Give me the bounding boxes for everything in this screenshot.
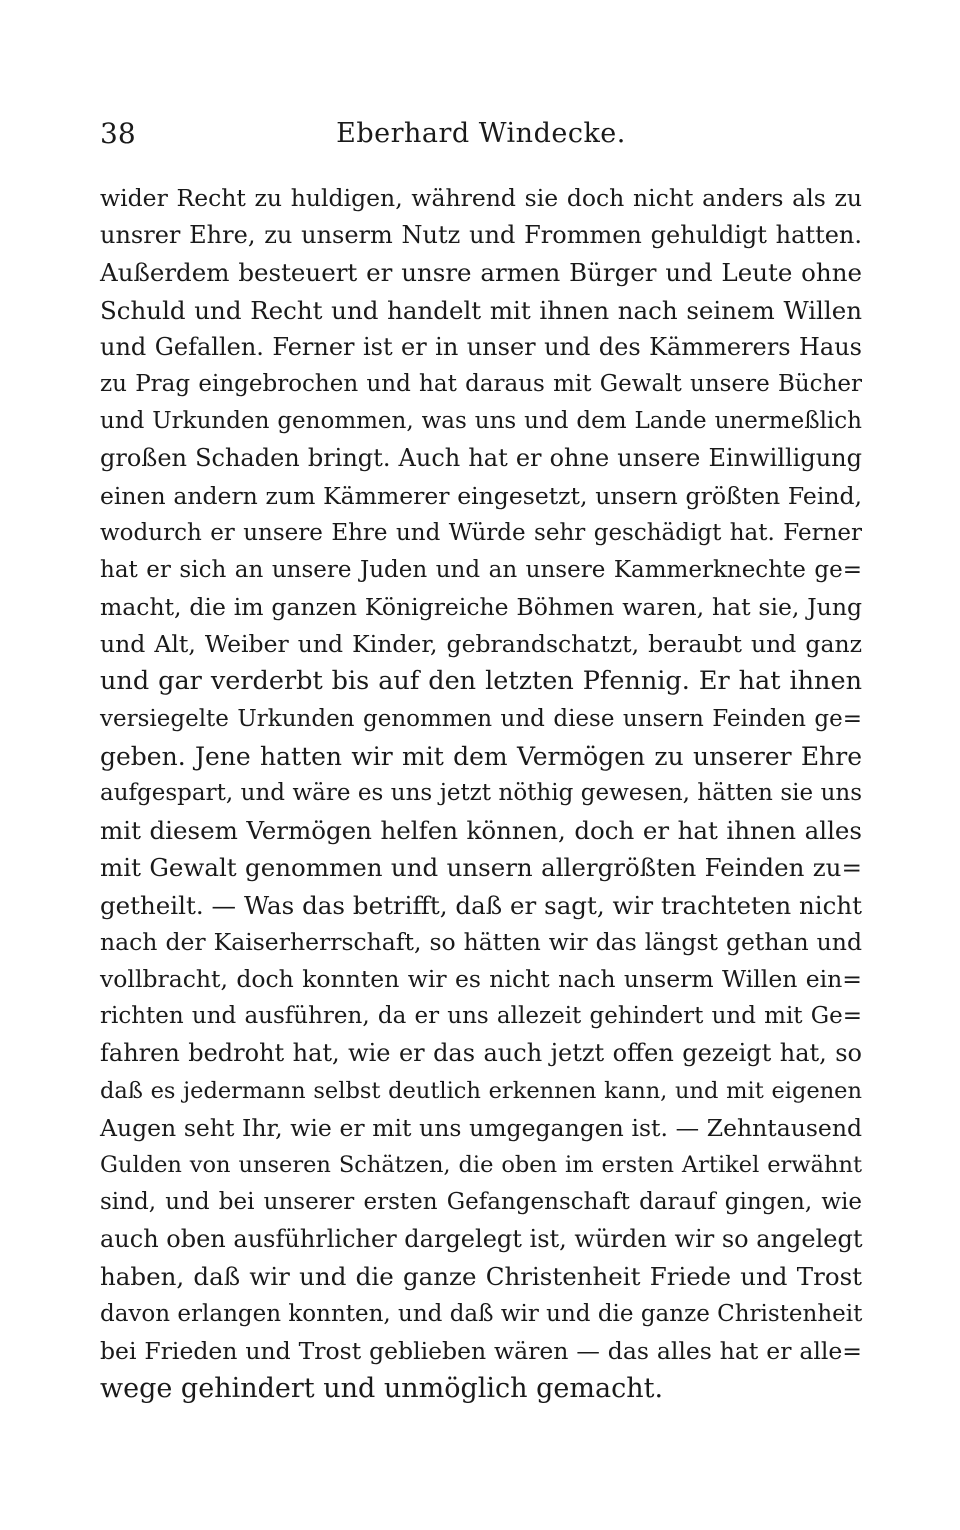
text-line: wodurch er unsere Ehre und Würde sehr geschädigt hat. Ferner [100,519,862,546]
text-line: mit diesem Vermögen helfen können, doch er hat ihnen alles [100,816,862,846]
text-line: hat er sich an unsere Juden und an unsere Kammerknechte ge= [100,556,862,583]
text-line: einen andern zum Kämmerer eingesetzt, unsern größten Feind, [100,481,862,510]
text-line: fahren bedroht hat, wie er das auch jetzt offen gezeigt hat, so [100,1039,862,1068]
text-line: und Urkunden genommen, was uns und dem Lande unermeßlich [100,408,862,435]
text-line: mit Gewalt genommen und unsern allergrößten Feinden zu= [100,853,862,883]
text-line: vollbracht, doch konnten wir es nicht nach unserm Willen ein= [100,964,862,993]
text-line: auch oben ausführlicher dargelegt ist, würden wir so angelegt [100,1225,863,1254]
text-line: wege gehindert und unmöglich gemacht. [100,1373,664,1404]
text-line: nach der Kaiserherrschaft, so hätten wir das längst gethan und [100,927,862,956]
text-line: Schuld und Recht und handelt mit ihnen nach seinem Willen [100,295,862,325]
text-line: und Alt, Weiber und Kinder, gebrandschatzt, beraubt und ganz [100,630,862,659]
page-number: 38 [100,117,136,150]
text-line: Augen seht Ihr, wie er mit uns umgegangen ist. — Zehntausend [100,1113,862,1142]
text-line: großen Schaden bringt. Auch hat er ohne unsere Einwilligung [100,444,862,473]
text-line: Außerdem besteuert er unsre armen Bürger und Leute ohne [100,258,862,288]
text-line: bei Frieden und Trost geblieben wären — das alles hat er alle= [100,1336,862,1365]
body-text [100,180,862,1407]
text-line: unsrer Ehre, zu unserm Nutz und Frommen gehuldigt hatten. [100,221,862,250]
running-title: Eberhard Windecke. [336,118,626,149]
text-line: davon erlangen konnten, und daß wir und die ganze Christenheit [100,1300,863,1327]
text-line: macht, die im ganzen Königreiche Böhmen waren, hat sie, Jung [100,593,862,622]
text-line: aufgespart, und wäre es uns jetzt nöthig gewesen, hätten sie uns [100,780,862,806]
text-line: geben. Jene hatten wir mit dem Vermögen zu unserer Ehre [100,741,862,771]
text-line: getheilt. — Was das betrifft, daß er sagt, wir trachteten nicht [100,890,862,920]
text-line: und gar verderbt bis auf den letzten Pfennig. Er hat ihnen [100,666,862,697]
text-line: richten und ausführen, da er uns allezeit gehindert und mit Ge= [100,1003,862,1030]
text-line: sind, und bei unserer ersten Gefangenschaft darauf gingen, wie [100,1189,862,1216]
text-line: Gulden von unseren Schätzen, die oben im ersten Artikel erwähnt [100,1151,862,1178]
text-line: versiegelte Urkunden genommen und diese unsern Feinden ge= [100,705,862,732]
page-header [100,112,862,156]
text-line: zu Prag eingebrochen und hat daraus mit Gewalt unsere Bücher [100,370,862,397]
text-line: haben, daß wir und die ganze Christenheit Friede und Trost [100,1262,862,1292]
text-line: daß es jedermann selbst deutlich erkennen kann, und mit eigenen [100,1077,862,1104]
text-line: wider Recht zu huldigen, während sie doch nicht anders als zu [100,184,862,212]
text-line: und Gefallen. Ferner ist er in unser und des Kämmerers Haus [100,332,862,361]
